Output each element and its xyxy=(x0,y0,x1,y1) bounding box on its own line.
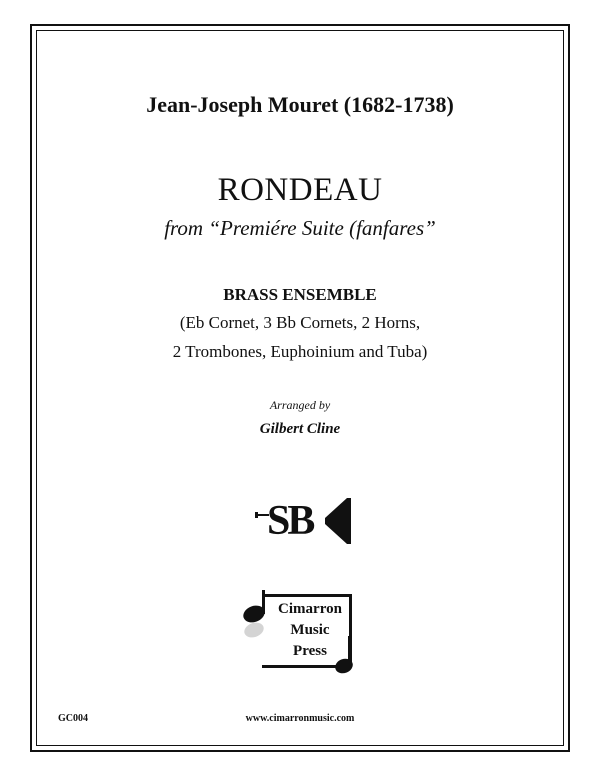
arranged-by-label: Arranged by xyxy=(269,398,331,412)
catalog-code: GC004 xyxy=(58,713,88,724)
website-url: www.cimarronmusic.com xyxy=(245,713,355,724)
instrumentation-line-2: 2 Trombones, Euphoinium and Tuba) xyxy=(172,342,428,361)
trumpet-bell-icon xyxy=(325,498,351,544)
instrumentation-line-1: (Eb Cornet, 3 Bb Cornets, 2 Horns, xyxy=(179,313,421,332)
press-name-line-1: Cimarron xyxy=(278,601,342,617)
note-shadow-icon xyxy=(240,614,270,644)
ensemble-heading: BRASS ENSEMBLE xyxy=(223,285,377,304)
press-name-line-3: Press xyxy=(293,643,327,659)
piece-subtitle: from “Premiére Suite (fanfares” xyxy=(164,216,436,240)
sb-logo-letters: SB xyxy=(267,498,313,544)
sb-publisher-logo xyxy=(255,492,351,550)
cimarron-music-press-logo xyxy=(240,588,360,680)
composer-name: Jean-Joseph Mouret (1682-1738) xyxy=(146,92,454,117)
press-name-line-2: Music xyxy=(290,622,330,638)
arranger-name: Gilbert Cline xyxy=(259,421,341,437)
piece-title: RONDEAU xyxy=(217,172,383,208)
